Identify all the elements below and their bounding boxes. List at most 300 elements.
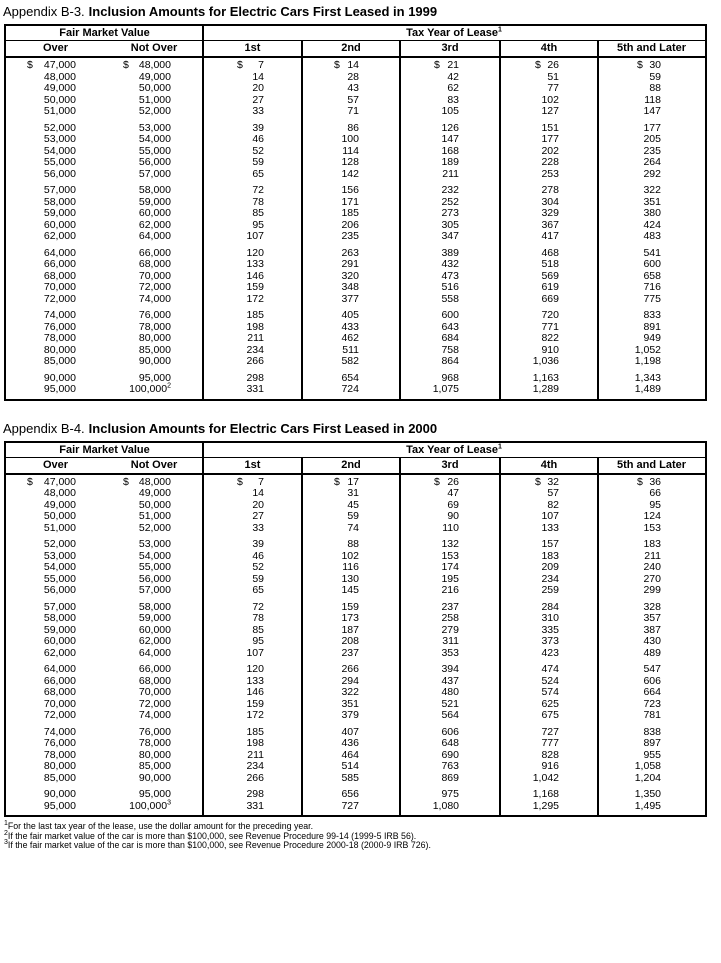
table-2000-body	[6, 475, 705, 816]
table-cell: 869	[441, 771, 459, 784]
table-cell: 777	[541, 737, 559, 749]
table-cell: 133	[246, 674, 264, 687]
table-cell: 648	[441, 737, 459, 749]
table-cell: 1,168	[532, 788, 559, 800]
table-cell: 822	[541, 332, 559, 344]
inclusion-table-1999	[4, 24, 707, 401]
table-cell: 1,080	[432, 799, 459, 812]
table-cell: 174	[441, 561, 459, 573]
table-2000-header-row-columns	[6, 458, 705, 475]
table-cell: 42	[447, 70, 459, 83]
col-header-4th: 4th	[540, 42, 558, 54]
table-cell: 211	[442, 167, 459, 180]
table-cell: 120	[246, 663, 264, 675]
table-cell: 298	[246, 371, 264, 384]
table-cell: 266	[246, 355, 264, 367]
appendix-b4-title-prefix: Appendix B-4.	[3, 420, 85, 436]
table-cell: $ 30	[637, 59, 661, 71]
table-cell: 146	[246, 269, 264, 282]
table-cell: 329	[541, 207, 559, 219]
table-row	[6, 648, 705, 660]
table-cell: 74,000	[43, 725, 76, 738]
table-cell: 57,000	[138, 584, 171, 596]
table-cell: 619	[541, 281, 559, 293]
table-cell: $ 14	[334, 59, 359, 71]
table-2000-header-row-groups	[6, 443, 705, 458]
divider-4th-5th	[597, 41, 599, 399]
table-cell: 39	[252, 121, 264, 134]
table-cell: 76,000	[138, 309, 171, 321]
appendix-b3-title-prefix: Appendix B-3.	[3, 4, 85, 19]
table-cell: 78	[252, 612, 264, 624]
table-cell: 72,000	[43, 292, 76, 305]
table-cell: 62,000	[43, 646, 76, 659]
table-cell: 50,000	[43, 510, 76, 522]
table-cell: 322	[341, 686, 359, 698]
table-cell: 59,000	[43, 623, 76, 636]
table-cell: 643	[441, 320, 459, 333]
table-cell: 90,000	[43, 371, 76, 384]
footnote-ref-1: 1	[498, 442, 502, 450]
table-cell: 74,000	[138, 292, 171, 305]
table-cell: 600	[441, 309, 459, 321]
table-cell: 78,000	[138, 320, 171, 333]
table-cell: 564	[441, 709, 459, 721]
table-cell: 156	[341, 184, 359, 196]
table-cell: 68,000	[138, 674, 171, 687]
table-cell: 240	[643, 561, 661, 573]
table-cell: 60,000	[138, 207, 171, 219]
table-cell: 1,052	[634, 343, 661, 356]
dollar-sign: $	[535, 59, 541, 71]
table-cell: 85,000	[43, 771, 76, 784]
table-cell: 237	[441, 600, 459, 613]
table-cell: 558	[441, 292, 459, 305]
col-header-5th-and-later: 5th and Later	[616, 458, 687, 471]
table-cell: 56,000	[43, 584, 76, 596]
table-cell: 266	[341, 663, 359, 675]
table-cell: 483	[643, 230, 661, 242]
table-cell: 50,000	[138, 498, 171, 511]
table-cell: 153	[643, 521, 661, 534]
table-cell: 53,000	[138, 538, 171, 550]
table-cell: 234	[246, 760, 264, 772]
section-gap	[0, 401, 721, 417]
table-cell: 237	[341, 646, 359, 659]
col-header-2nd: 2nd	[341, 42, 361, 54]
table-cell: 211	[247, 748, 264, 761]
table-cell: 474	[541, 663, 559, 675]
table-cell: 58,000	[138, 184, 171, 196]
dollar-sign: $	[434, 59, 440, 71]
table-cell: 351	[341, 697, 359, 710]
table-cell: $ 48,000	[123, 59, 171, 71]
table-cell: 49,000	[138, 70, 171, 83]
table-cell: 284	[541, 600, 559, 613]
table-cell: 59	[649, 70, 661, 83]
table-cell: 27	[252, 510, 264, 522]
table-cell: 189	[441, 156, 459, 168]
table-cell: 424	[643, 218, 661, 231]
table-cell: 437	[441, 674, 459, 687]
table-cell: 28	[347, 70, 359, 83]
table-cell: 198	[246, 320, 264, 333]
table-cell: 64,000	[43, 246, 76, 259]
footnote-1-text: For the last tax year of the lease, use the dollar amount for the preceding year.	[7, 821, 314, 831]
table-cell: 781	[643, 709, 661, 721]
table-cell: 57,000	[43, 600, 76, 613]
table-cell: 147	[643, 105, 661, 117]
table-cell: 177	[643, 121, 661, 134]
table-cell: 524	[541, 674, 559, 687]
table-cell: 33	[252, 105, 264, 117]
table-cell: 64,000	[138, 230, 171, 242]
table-cell: 54,000	[138, 549, 171, 562]
row-group	[6, 60, 705, 118]
table-cell: 1,198	[634, 355, 661, 367]
table-cell: 102	[541, 93, 559, 106]
col-header-1st: 1st	[244, 42, 261, 54]
table-cell: 51,000	[138, 510, 171, 522]
table-cell: 235	[643, 144, 661, 157]
col-header-1st: 1st	[244, 458, 261, 471]
table-cell: $ 47,000	[27, 59, 76, 71]
table-cell: 266	[246, 771, 264, 784]
table-cell: 198	[246, 737, 264, 749]
divider-1st-2nd	[301, 458, 303, 816]
table-cell: 211	[644, 549, 661, 562]
table-row	[6, 169, 705, 181]
col-header-not-over: Not Over	[130, 458, 178, 471]
table-cell: 66	[649, 487, 661, 499]
table-cell: 52	[252, 561, 264, 573]
dollar-sign: $	[637, 475, 643, 488]
table-cell: 70,000	[138, 269, 171, 282]
table-cell: 514	[341, 760, 359, 772]
table-cell: 118	[644, 93, 661, 106]
table-cell: 56,000	[138, 572, 171, 585]
table-cell: 299	[643, 584, 661, 596]
table-cell: 76,000	[138, 725, 171, 738]
inclusion-table-2000	[4, 441, 707, 818]
table-cell: 771	[541, 320, 559, 333]
table-cell: 1,343	[634, 371, 661, 384]
table-cell: 955	[643, 748, 661, 761]
row-group	[6, 123, 705, 181]
table-cell: 684	[441, 332, 459, 344]
table-cell: 658	[643, 269, 661, 282]
table-cell: 656	[341, 788, 359, 800]
dollar-sign: $	[237, 475, 243, 488]
table-cell: 279	[441, 623, 459, 636]
table-cell: 56,000	[138, 156, 171, 168]
table-cell: 177	[541, 133, 559, 145]
table-cell: 433	[341, 320, 359, 333]
table-cell: 58,000	[138, 600, 171, 613]
dollar-sign: $	[637, 59, 643, 71]
table-cell: 910	[541, 343, 559, 356]
table-cell: 33	[252, 521, 264, 534]
table-cell: 833	[643, 309, 661, 321]
table-cell: 377	[341, 292, 359, 305]
table-cell: 95,000	[43, 383, 76, 395]
table-cell: 151	[541, 121, 559, 134]
table-cell: 335	[541, 623, 559, 636]
col-header-3rd: 3rd	[441, 458, 459, 471]
table-cell: 975	[441, 788, 459, 800]
divider-1st-2nd	[301, 41, 303, 399]
table-cell: 195	[441, 572, 459, 585]
table-cell: 72	[252, 184, 264, 196]
table-cell: 328	[643, 600, 661, 613]
table-cell: 52,000	[138, 105, 171, 117]
fair-market-value-header: Fair Market Value	[59, 443, 150, 456]
table-cell: 68,000	[138, 258, 171, 270]
table-cell: 60,000	[43, 218, 76, 231]
table-cell: 60,000	[138, 623, 171, 636]
table-cell: 39	[252, 538, 264, 550]
table-cell: 51	[547, 70, 559, 83]
row-group	[6, 602, 705, 660]
table-cell: 1,163	[532, 371, 559, 384]
table-cell: $ 7	[237, 59, 264, 71]
table-cell: 294	[341, 674, 359, 687]
table-cell: 758	[441, 343, 459, 356]
table-cell: 373	[541, 635, 559, 647]
divider-2nd-3rd	[399, 41, 401, 399]
table-cell: 407	[341, 725, 359, 738]
table-cell: 291	[341, 258, 359, 270]
table-cell: 1,204	[634, 771, 661, 784]
table-row	[6, 231, 705, 243]
table-cell: 70,000	[43, 697, 76, 710]
table-cell: 322	[643, 184, 661, 196]
table-cell: 57,000	[43, 184, 76, 196]
table-cell: 76,000	[43, 320, 76, 333]
table-cell: 278	[541, 184, 559, 196]
table-cell: 423	[541, 646, 559, 659]
appendix-b3-title-main: Inclusion Amounts for Electric Cars First Leased in 1999	[88, 4, 438, 19]
table-cell: 107	[246, 230, 264, 242]
table-cell: 74	[347, 521, 359, 534]
table-cell: 95	[252, 218, 264, 231]
table-cell: 62,000	[138, 218, 171, 231]
table-cell: 185	[246, 725, 264, 738]
table-cell: 511	[342, 343, 359, 356]
table-cell: 130	[341, 572, 359, 585]
table-cell: 690	[441, 748, 459, 761]
table-cell: 235	[341, 230, 359, 242]
table-cell: 95,000	[43, 799, 76, 812]
table-cell: 417	[541, 230, 559, 242]
table-cell: 71	[347, 105, 359, 117]
footnote-3-marker: 3	[4, 839, 8, 847]
table-1999-header-row-columns	[6, 41, 705, 58]
table-cell: 80,000	[43, 760, 76, 772]
table-cell: $ 26	[535, 59, 559, 71]
table-cell: 55,000	[43, 156, 76, 168]
table-cell: 68,000	[43, 269, 76, 282]
table-cell: 46	[252, 133, 264, 145]
table-cell: 59	[252, 156, 264, 168]
table-cell: 59	[252, 572, 264, 585]
dollar-sign: $	[334, 59, 340, 71]
table-cell: 14	[252, 487, 264, 499]
table-cell: 168	[441, 144, 459, 157]
row-group	[6, 664, 705, 722]
row-group	[6, 185, 705, 243]
table-cell: 625	[541, 697, 559, 710]
table-cell: 462	[341, 332, 359, 344]
table-cell: 70,000	[138, 686, 171, 698]
table-cell: 331	[246, 799, 264, 812]
dollar-sign: $	[237, 59, 243, 71]
table-cell: 727	[541, 725, 559, 738]
table-cell: 78,000	[43, 748, 76, 761]
table-cell: 132	[441, 538, 459, 550]
table-cell: 606	[441, 725, 459, 738]
row-group	[6, 248, 705, 306]
table-cell: 357	[643, 612, 661, 624]
table-cell: 127	[541, 105, 559, 117]
table-cell: 58,000	[43, 612, 76, 624]
table-cell: 58,000	[43, 195, 76, 208]
table-cell: 95	[649, 498, 661, 511]
table-cell: 105	[441, 105, 459, 117]
table-cell: 59,000	[138, 612, 171, 624]
table-cell: 252	[441, 195, 459, 208]
table-cell: 547	[643, 663, 661, 675]
table-1999-header-row-groups	[6, 26, 705, 41]
table-cell: 1,036	[532, 355, 559, 367]
dollar-sign: $	[123, 475, 129, 488]
table-cell: 95,000	[138, 788, 171, 800]
table-cell: 521	[441, 697, 459, 710]
table-cell: $ 17	[334, 475, 359, 488]
table-cell: 51,000	[138, 93, 171, 106]
table-cell: 43	[347, 82, 359, 94]
table-cell: 45	[347, 498, 359, 511]
table-cell: 270	[643, 572, 661, 585]
table-cell: 464	[341, 748, 359, 761]
table-cell: 468	[541, 246, 559, 259]
table-cell: 62	[447, 82, 459, 94]
table-cell: 52,000	[138, 521, 171, 534]
table-cell: 59,000	[138, 195, 171, 208]
table-cell: 55,000	[138, 561, 171, 573]
table-cell: 27	[252, 93, 264, 106]
table-cell: 54,000	[43, 144, 76, 157]
table-cell: 64,000	[138, 646, 171, 659]
table-cell: 916	[541, 760, 559, 772]
table-cell: 1,075	[432, 383, 459, 395]
table-cell: 50,000	[138, 82, 171, 94]
table-cell: 582	[341, 355, 359, 367]
col-header-over: Over	[42, 458, 69, 471]
table-cell: $ 48,000	[123, 475, 171, 488]
table-cell: 838	[643, 725, 661, 738]
table-cell: 1,295	[532, 799, 559, 812]
table-cell: 159	[246, 697, 264, 710]
table-cell: 723	[643, 697, 661, 710]
table-cell: 367	[541, 218, 559, 231]
table-cell: 897	[643, 737, 661, 749]
table-cell: 1,495	[634, 799, 661, 812]
divider-4th-5th	[597, 458, 599, 816]
table-cell: 171	[341, 195, 359, 208]
table-cell: 51,000	[43, 105, 76, 117]
table-cell: 66,000	[43, 674, 76, 687]
footnote-ref-1: 1	[498, 26, 502, 34]
table-cell: 54,000	[43, 561, 76, 573]
table-cell: 78,000	[138, 737, 171, 749]
table-cell: 100	[341, 133, 359, 145]
table-cell: 516	[441, 281, 459, 293]
table-cell: 82	[547, 498, 559, 511]
table-cell: 85,000	[43, 355, 76, 367]
table-cell: 569	[541, 269, 559, 282]
table-cell: 310	[541, 612, 559, 624]
table-cell: 65	[252, 584, 264, 596]
table-cell: 85,000	[138, 343, 171, 356]
table-row	[6, 585, 705, 597]
table-cell: 83	[447, 93, 459, 106]
table-cell: 57	[347, 93, 359, 106]
col-header-5th-and-later: 5th and Later	[616, 42, 687, 54]
table-row	[6, 710, 705, 722]
table-cell: 126	[441, 121, 459, 134]
col-header-over: Over	[42, 42, 69, 54]
table-cell: 59,000	[43, 207, 76, 219]
table-cell: 380	[643, 207, 661, 219]
table-cell: 264	[643, 156, 661, 168]
table-cell: 187	[341, 623, 359, 636]
table-cell: 724	[341, 383, 359, 395]
table-cell: 206	[341, 218, 359, 231]
row-group	[6, 310, 705, 368]
table-cell: 116	[342, 561, 359, 573]
table-cell: 77	[547, 82, 559, 94]
table-cell: 90,000	[138, 771, 171, 784]
table-cell: 110	[442, 521, 459, 534]
table-cell: 95	[252, 635, 264, 647]
table-cell: 31	[347, 487, 359, 499]
table-cell: 66,000	[138, 246, 171, 259]
table-cell: 387	[643, 623, 661, 636]
table-cell: $ 26	[434, 475, 459, 488]
table-cell: 53,000	[43, 549, 76, 562]
table-cell: 172	[246, 292, 264, 305]
row-group	[6, 539, 705, 597]
table-cell: 1,289	[532, 383, 559, 395]
table-cell: 480	[441, 686, 459, 698]
table-cell: 74,000	[43, 309, 76, 321]
table-cell: 320	[341, 269, 359, 282]
table-cell: 66,000	[43, 258, 76, 270]
table-cell: 1,042	[532, 771, 559, 784]
table-cell: 142	[341, 167, 359, 180]
table-cell: 51,000	[43, 521, 76, 534]
table-cell: 52	[252, 144, 264, 157]
table-cell: 88	[347, 538, 359, 550]
table-cell: 90	[447, 510, 459, 522]
table-cell: 331	[246, 383, 264, 395]
table-cell: 234	[541, 572, 559, 585]
table-cell: 394	[441, 663, 459, 675]
table-cell: 263	[341, 246, 359, 259]
dollar-sign: $	[334, 475, 340, 488]
table-cell: 311	[442, 635, 459, 647]
